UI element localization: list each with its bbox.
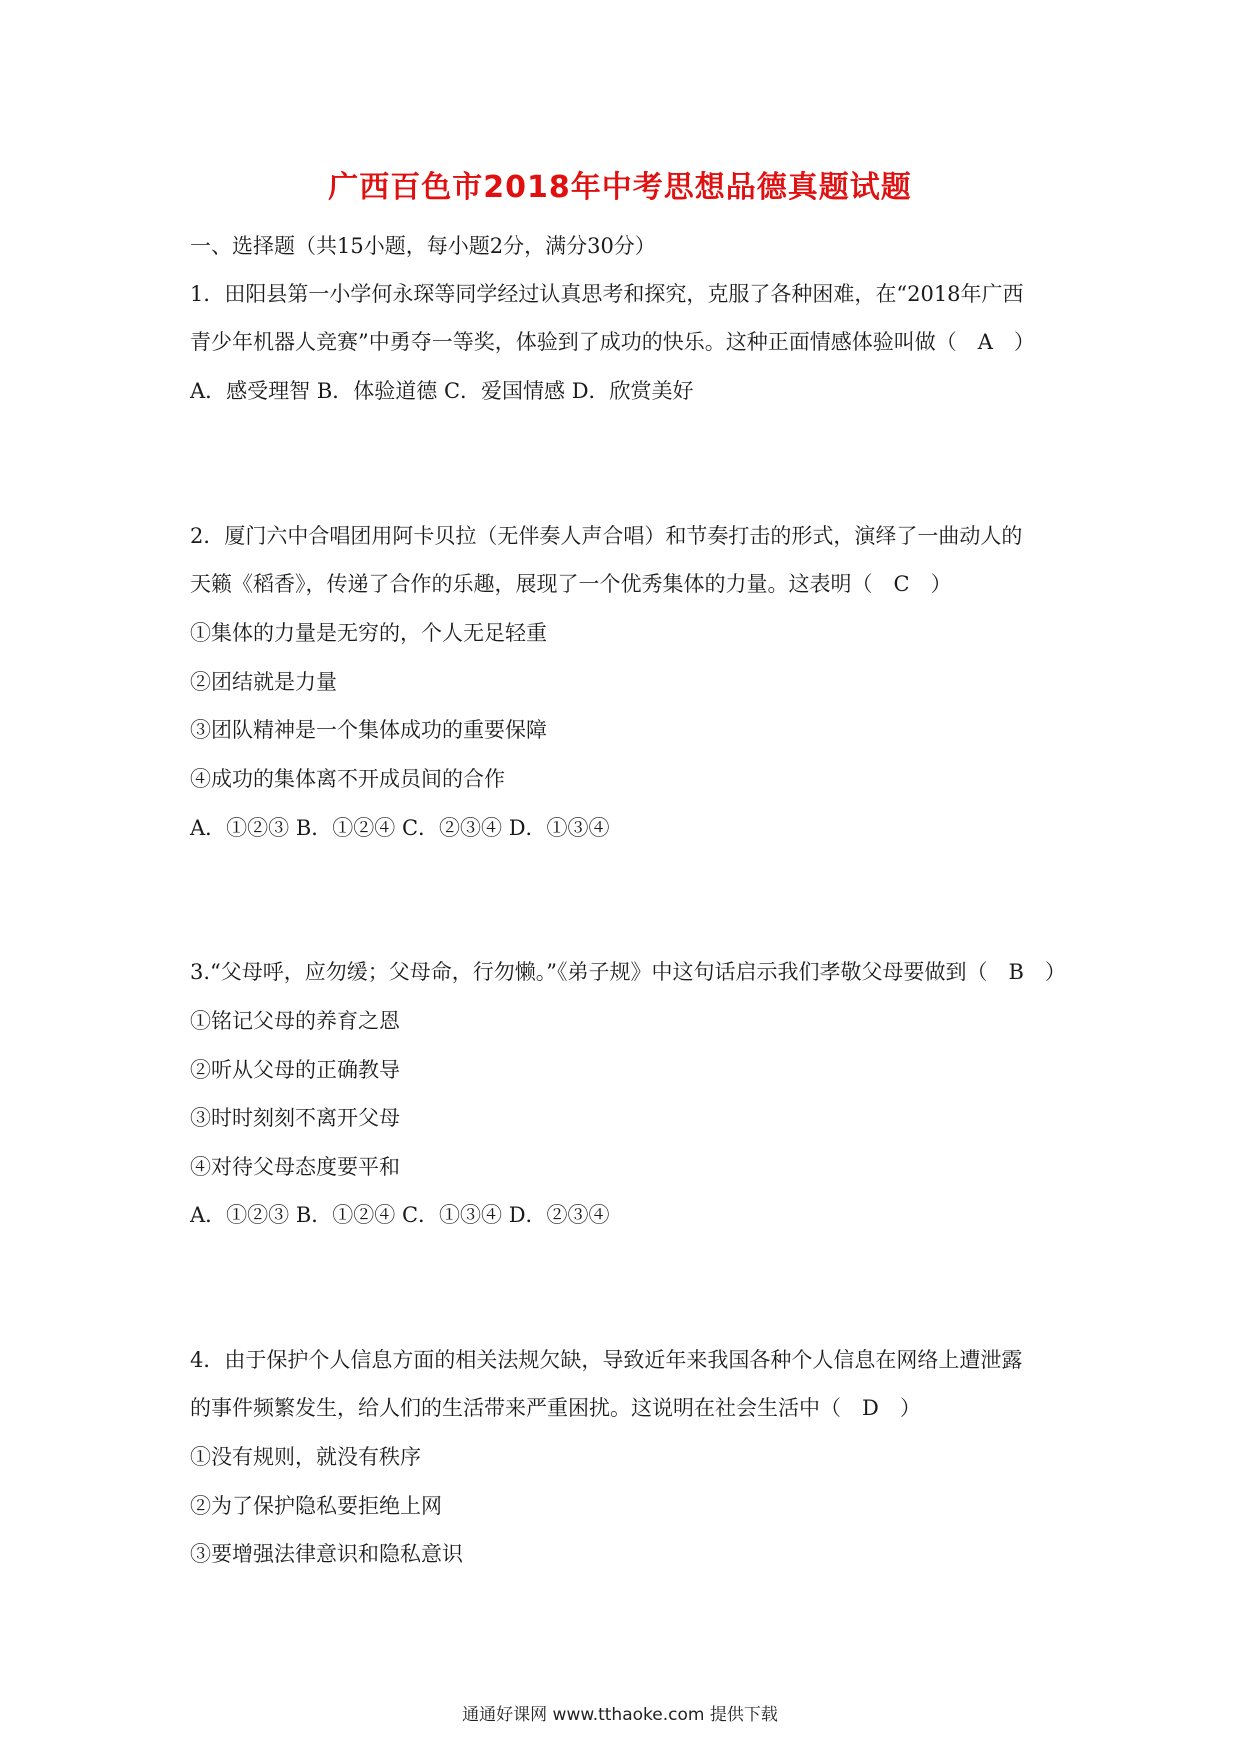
page-footer: 通通好课网 www.tthaoke.com 提供下载 [462,1705,778,1725]
question-2-stem-line-2: 天籁《稻香》，传递了合作的乐趣，展现了一个优秀集体的力量。这表明（ C ） [190,572,952,596]
question-4-stem-line-2: 的事件频繁发生，给人们的生活带来严重困扰。这说明在社会生活中（ D ） [190,1396,921,1420]
question-1-stem-line-1: 1．田阳县第一小学何永琛等同学经过认真思考和探究，克服了各种困难，在“2018年广西 [190,282,1024,306]
section-heading: 一、选择题（共15小题，每小题2分，满分30分） [190,234,656,258]
question-3-item-4: ④对待父母态度要平和 [190,1155,400,1179]
question-4-stem-line-1: 4．由于保护个人信息方面的相关法规欠缺，导致近年来我国各种个人信息在网络上遭泄露 [190,1348,1023,1372]
question-3-item-2: ②听从父母的正确教导 [190,1058,400,1082]
question-2-item-1: ①集体的力量是无穷的，个人无足轻重 [190,621,547,645]
question-3-item-1: ①铭记父母的养育之恩 [190,1009,400,1033]
question-4-item-1: ①没有规则，就没有秩序 [190,1445,421,1469]
question-3-options: A．①②③ B．①②④ C．①③④ D．②③④ [190,1203,610,1227]
question-2-options: A．①②③ B．①②④ C．②③④ D．①③④ [190,816,610,840]
question-4-item-3: ③要增强法律意识和隐私意识 [190,1542,463,1566]
question-3-item-3: ③时时刻刻不离开父母 [190,1106,400,1130]
question-2-item-4: ④成功的集体离不开成员间的合作 [190,767,505,791]
page-title: 广西百色市2018年中考思想品德真题试题 [328,170,912,205]
question-2-item-2: ②团结就是力量 [190,670,337,694]
question-2-item-3: ③团队精神是一个集体成功的重要保障 [190,718,547,742]
question-3-stem-line-1: 3.“父母呼，应勿缓；父母命，行勿懒。”《弟子规》中这句话启示我们孝敬父母要做到（ B ） [190,960,1066,984]
question-1-options: A．感受理智 B．体验道德 C．爱国情感 D．欣赏美好 [190,379,694,403]
question-4-item-2: ②为了保护隐私要拒绝上网 [190,1494,442,1518]
question-1-stem-line-2: 青少年机器人竞赛”中勇夺一等奖，体验到了成功的快乐。这种正面情感体验叫做（ A ） [190,330,1035,354]
question-2-stem-line-1: 2．厦门六中合唱团用阿卡贝拉（无伴奏人声合唱）和节奏打击的形式，演绎了一曲动人的 [190,524,1023,548]
